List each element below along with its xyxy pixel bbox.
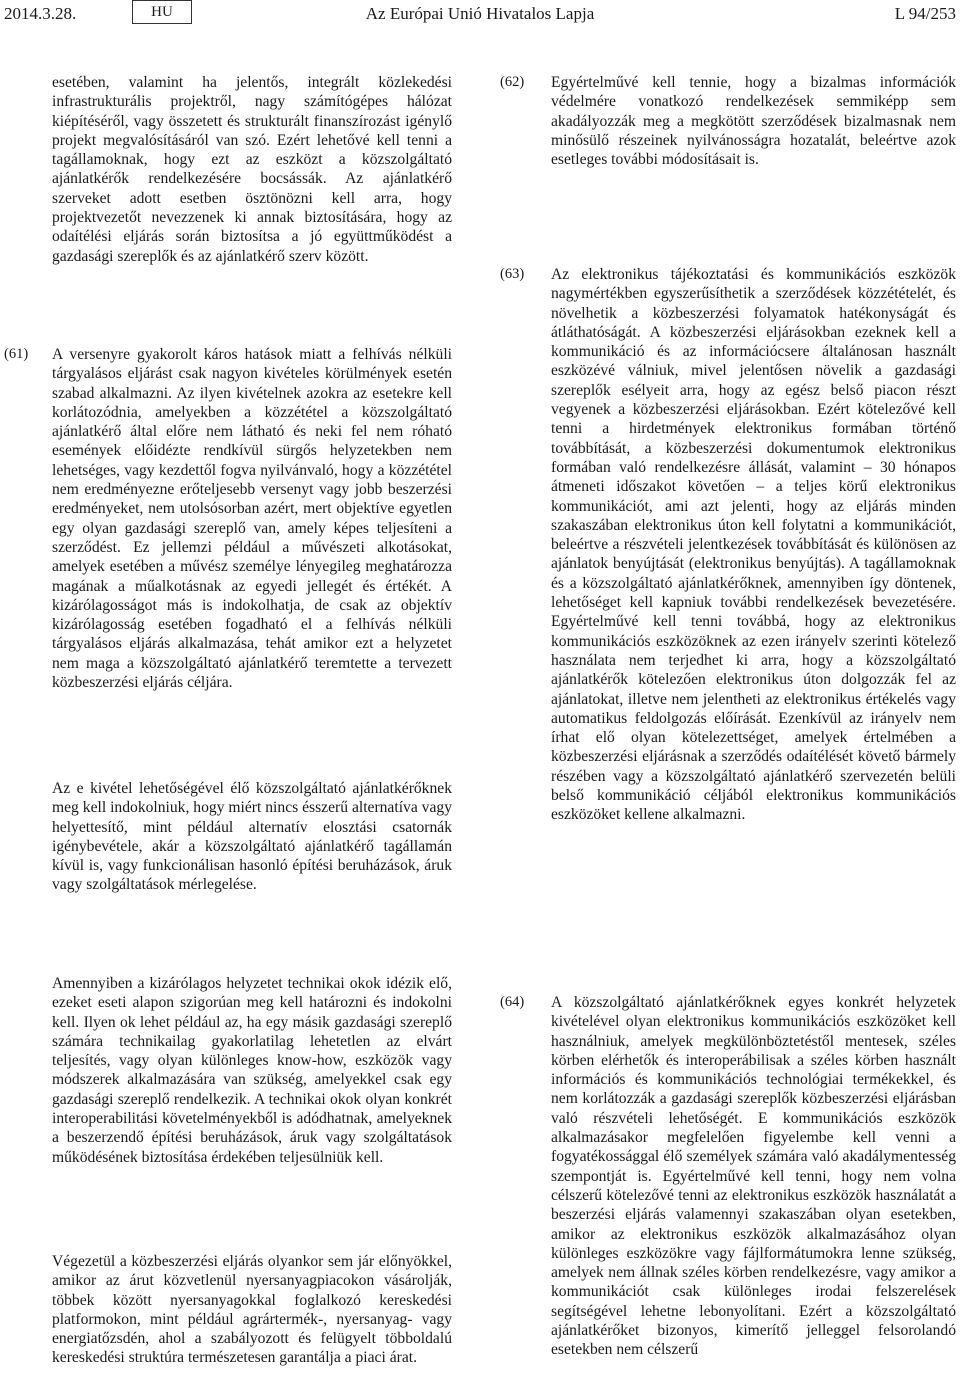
paragraph: esetében, valamint ha jelentős, integrált közlekedési infrastrukturális projektről, nagy számítógépes hálózat kiépítéséről, vagy összetett és strukturált finanszírozást igénylő projekt megvalósításáról van szó. Ezért lehetővé kell tenni a tagállamoknak, hogy ezt az eszközt a közszolgáltató ajánlatkérők rendelkezésére bocsássák. Az ajánlatkérő szerveket adott esetben ösztönözni kell arra, hogy projektvezetőt nevezzenek ki annak biztosítására, hogy az odaítélési eljárás során biztosítsa a jó együttműködést a gazdasági szereplők és az ajánlatkérő szerv között. (52, 74, 452, 265)
paragraph: Végezetül a közbeszerzési eljárás olyankor sem jár előnyökkel, amikor az árut közvetlenül nyersanyagpiacokon vásárolják, többek között nyersanyagokkal foglalkozó kereskedési platformokon, mint például agrártermék-, nyersanyag- vagy energiatőzsdén, ahol a szabályozott és felügyelt többoldalú kereskedési struktúra természetesen garantálja a piaci árat. (52, 1253, 452, 1367)
language-badge: HU (132, 0, 192, 24)
recital-61-paragraph-3 (52, 974, 452, 1167)
recital-number: (61) (4, 346, 29, 362)
paragraph: Az e kivétel lehetőségével élő közszolgáltató ajánlatkérőknek meg kell indokolniuk, hogy miért nincs ésszerű alternatíva vagy helyettesítő, mint például alternatív elosztási csatornák igénybevétele, akár a közszolgáltató ajánlatkérő tagállamán kívül is, vagy funkcionálisan hasonló építési beruházások, áruk vagy szolgáltatások mérlegelése. (52, 780, 452, 894)
paragraph: Egyértelművé kell tennie, hogy a bizalmas információk védelmére vonatkozó rendelkezések semmiképp sem akadályozzák meg a megkötött szerződések bizalmasnak nem minősülő részeinek nyilvánosságra hozatalát, beleértve azok esetleges további módosításait is. (551, 74, 956, 169)
paragraph: Amennyiben a kizárólagos helyzetet technikai okok idézik elő, ezeket eseti alapon szigorúan meg kell határozni és indokolni kell. Ilyen ok lehet például az, ha egy másik gazdasági szereplő számára technikailag gyakorlatilag lehetetlen az elvárt teljesítés, vagy olyan különleges know-how, eszközök vagy módszerek alkalmazására van szükség, amelyekkel csak egy gazdasági szereplő rendelkezik. A technikai okok olyan konkrét interoperabilitási követelményekből is adódhatnak, amelyeknek a beszerzendő építési beruházások, áruk vagy szolgáltatások működésének biztosítása érdekében teljesülniük kell. (52, 975, 452, 1166)
publication-title: Az Európai Unió Hivatalos Lapja (365, 4, 595, 23)
page-header (0, 0, 960, 28)
recital-61-paragraph-4 (52, 1252, 452, 1368)
recital-62 (551, 73, 956, 169)
page-reference: L 94/253 (894, 4, 956, 23)
recital-number: (64) (500, 994, 525, 1010)
recital-number: (62) (500, 74, 525, 90)
paragraph: Az elektronikus tájékoztatási és kommunikációs eszközök nagymértékben egyszerűsíthetik a szerződések közzétételét, és növelhetik a közbeszerzési folyamatok hatékonyságát és átláthatóságát. A közbeszerzési eljárásokban ezeknek kell a kommunikáció és az információcsere általánosan használt eszközévé válniuk, mivel jelentősen növelik a gazdasági szereplők esélyeit arra, hogy az egész belső piacon részt vegyenek a közbeszerzési eljárásokban. Ezért kötelezővé kell tenni a hirdetmények elektronikus formában történő továbbítását, a közbeszerzési dokumentumok elektronikus formában való rendelkezésre állását, valamint – 30 hónapos átmeneti időszakot követően – a teljes körű elektronikus kommunikációt, ami azt jelenti, hogy az eljárás minden szakaszában elektronikus úton kell folytatni a kommunikációt, beleértve a részvételi jelentkezések továbbítását és különösen az ajánlatok benyújtását (elektronikus benyújtás). A tagállamoknak és a közszolgáltató ajánlatkérőknek, amennyiben így döntenek, lehetőséget kell kapniuk további rendelkezések bevezetésére. Egyértelművé kell tenni továbbá, hogy az elektronikus kommunikációs eszközöknek az ezen irányelv szerinti kötelező használata nem terjedhet ki arra, hogy a közszolgáltató ajánlatkérők kötelezően elektronikus úton dolgozzák fel az ajánlatokat, illetve nem jelentheti az elektronikus értékelés vagy automatikus feldolgozás előírását. Ezenkívül az irányelv nem írhat elő olyan kötelezettséget, amelyek értelmében a közbeszerzési eljárásnak a szerződés odaítélését követő bármely részében vagy a közszolgáltató ajánlatkérő szervezetén belüli belső kommunikáció céljából elektronikus kommunikációs eszközöket kellene alkalmazni. (551, 266, 956, 824)
recital-61 (52, 345, 452, 692)
paragraph: A közszolgáltató ajánlatkérőknek egyes konkrét helyzetek kivételével olyan elektronikus kommunikációs eszközöket kell használniuk, amelyek megkülönböztetéstől mentesek, széles körben elérhetők és interoperábilisak a széles körben használt információs és kommunikációs technológiai termékekkel, és nem korlátozzák a gazdasági szereplők közbeszerzési eljárásban való részvételi lehetőségét. E kommunikációs eszközök alkalmazásakor megfelelően figyelembe kell venni a fogyatékossággal élő személyek számára való akadálymentesség szempontját is. Egyértelművé kell tenni, hogy nem volna célszerű kötelezővé tenni az elektronikus eszközök használatát a beszerzési eljárás valamennyi szakaszában olyan esetekben, amikor az elektronikus eszközök alkalmazásához olyan különleges eszközökre vagy fájlformátumokra lenne szükség, amelyek nem állnak széles körben rendelkezésre, vagy amikor a kommunikációt csak különleges irodai felszerelések segítségével lehetne lebonyolítani. Ezért a közszolgáltató ajánlatkérőket bizonyos, kimerítő jelleggel felsorolandó esetekben nem célszerű (551, 994, 956, 1359)
recital-63 (551, 265, 956, 825)
recital-61-paragraph-2 (52, 779, 452, 895)
recital-number: (63) (500, 266, 525, 282)
recital-60-continuation (52, 73, 452, 266)
paragraph: A versenyre gyakorolt káros hatások miatt a felhívás nélküli tárgyalásos eljárást csak nagyon kivételes körülmények esetén szabad alkalmazni. Az ilyen kivételnek azokra az esetekre kell korlátozódnia, amelyekben a közzététel a közszolgáltató ajánlatkérő által előre nem látható és neki fel nem róható események előidézte rendkívül sürgős helyzetekben nem lehetséges, vagy kezdettől fogva nyilvánvaló, hogy a közzététel nem eredményezne erőteljesebb versenyt vagy jobb beszerzési eredményeket, nem utolsósorban azért, mert objektíve egyetlen egy olyan gazdasági szereplő van, amely képes teljesíteni a szerződést. Ez jellemzi például a művészeti alkotásokat, amelyek esetében a művész személye lényegileg meghatározza magának a műalkotásnak az egyedi jellegét és értékét. A kizárólagosságot más is indokolhatja, de csak az objektív kizárólagosság esetében fogadható el a felhívás nélküli tárgyalásos eljárás alkalmazása, tehát amikor ezt a helyzetet nem maga a közszolgáltató ajánlatkérő teremtette a tervezett közbeszerzési eljárás céljára. (52, 346, 452, 692)
header-date: 2014.3.28. (4, 4, 77, 23)
recital-64 (551, 993, 956, 1360)
